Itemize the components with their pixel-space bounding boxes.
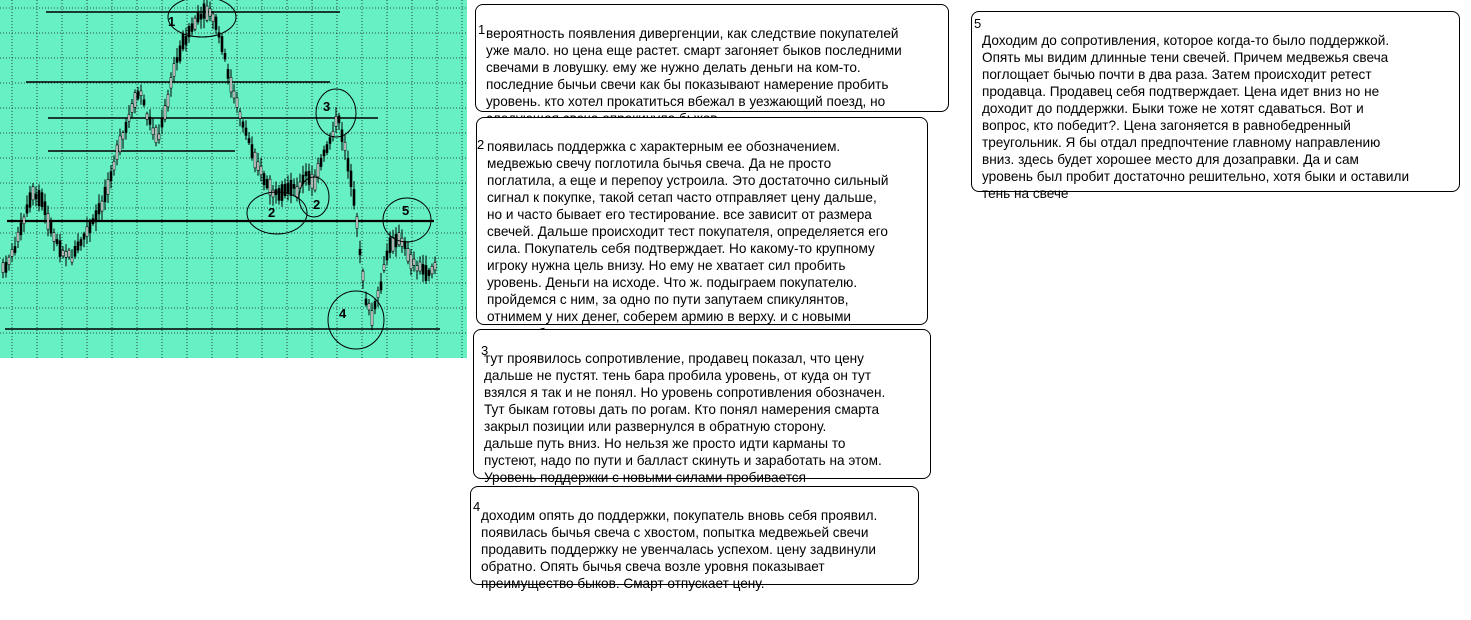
note-box-1 [475, 4, 949, 112]
candle-body [239, 112, 241, 119]
candle-body [278, 188, 280, 200]
candle-body [434, 262, 436, 269]
candle-body [29, 193, 31, 208]
note-box-2 [476, 117, 928, 325]
candle-body [380, 282, 382, 290]
chart-label-4: 4 [339, 306, 347, 321]
candle-body [47, 214, 49, 230]
candle-body [8, 257, 10, 264]
candle-body [89, 221, 91, 233]
candle-body [5, 262, 7, 272]
candle-body [56, 239, 58, 243]
candle-body [104, 187, 106, 202]
candle-body [371, 311, 373, 326]
candle-body [50, 222, 52, 233]
candle-body [134, 93, 136, 108]
candle-body [137, 92, 139, 99]
candle-body [266, 179, 268, 188]
candle-body [320, 158, 322, 167]
candle-body [287, 183, 289, 193]
candle-body [347, 158, 349, 171]
candle-body [296, 187, 298, 198]
note-text-1: вероятность появления дивергенции, как следствие покупателей уже мало. но цена еще растет. смарт загоняет быков последними свечами в ловушку. ему же нужно делать деньги на ком-то. последние бычьи свечи как бы показывают намерение пробить уровень. кто хотел прокатиться вбежал в уезжающий поезд, но [486, 26, 902, 109]
candle-body [212, 14, 214, 22]
candle-body [353, 189, 355, 205]
candle-body [158, 134, 160, 140]
note-number-2: 2 [477, 137, 485, 152]
candle-body [179, 46, 181, 61]
candle-body [221, 36, 223, 51]
candle-body [2, 263, 4, 273]
candle-body [17, 232, 19, 241]
candle-body [374, 301, 376, 309]
candle-body [98, 204, 100, 214]
candle-body [365, 299, 367, 305]
candle-body [251, 144, 253, 157]
candle-body [425, 265, 427, 280]
candle-body [413, 259, 415, 265]
candle-body [161, 119, 163, 127]
price-chart [0, 0, 467, 358]
candle-body [263, 174, 265, 185]
chart-label-3: 3 [323, 99, 331, 114]
candle-body [245, 128, 247, 135]
candle-body [293, 184, 295, 188]
candle-body [356, 217, 358, 229]
candle-body [335, 116, 337, 126]
candle-body [248, 138, 250, 142]
candle-body [53, 233, 55, 242]
candle-body [305, 172, 307, 176]
candle-body [392, 237, 394, 251]
candle-body [146, 114, 148, 120]
candle-body [317, 163, 319, 176]
candle-body [59, 241, 61, 257]
candle-body [110, 172, 112, 181]
candle-body [65, 251, 67, 257]
chart-label-1: 1 [168, 14, 176, 29]
candle-body [368, 303, 370, 309]
candle-body [182, 34, 184, 49]
candle-body [236, 98, 238, 108]
chart-label-2b: 2 [313, 197, 321, 212]
candle-body [38, 190, 40, 205]
candle-body [170, 77, 172, 88]
candle-body [140, 91, 142, 96]
candle-body [77, 242, 79, 250]
candle-body [428, 270, 430, 275]
note-number-3: 3 [481, 343, 489, 358]
candle-body [107, 179, 109, 194]
candle-body [386, 251, 388, 260]
candle-body [44, 202, 46, 215]
candle-body [344, 142, 346, 150]
candle-body [62, 250, 64, 256]
candle-body [149, 117, 151, 124]
candle-body [86, 227, 88, 236]
candle-body [332, 131, 334, 136]
candles [2, 0, 436, 330]
candle-body [329, 138, 331, 144]
candle-body [215, 17, 217, 29]
candle-body [284, 184, 286, 195]
candle-body [23, 217, 25, 224]
candle-body [14, 246, 16, 252]
chart-grid [0, 0, 467, 358]
candle-body [191, 24, 193, 32]
candle-body [131, 104, 133, 113]
note-number-4: 4 [473, 499, 481, 514]
candle-body [68, 250, 70, 257]
candle-body [272, 190, 274, 197]
candle-body [395, 234, 397, 247]
candle-body [254, 152, 256, 168]
candle-body [116, 145, 118, 160]
candle-body [323, 150, 325, 156]
candle-body [122, 133, 124, 139]
candle-body [206, 6, 208, 20]
note-text-4: доходим опять до поддержки, покупатель вновь себя проявил. появилась бычья свеча с хвостом, попытка медвежьей свечи продавить поддержку не увенчалась успехом. цену задвинули обратно. Опять бычья свеча возле уровня показывает преимущество быков. Смарт отпускает цену. [481, 508, 878, 591]
candle-body [233, 91, 235, 98]
candle-body [74, 246, 76, 256]
note-text-3: тут проявилось сопротивление, продавец показал, что цену дальше не пустят. тень бара пробила уровень, от куда он тут взялся я так и не понял. Но уровень сопротивления обозначен. Тут быкам готовы дать по рогам. Кто понял намерения смарта закрыл позиции или развернулся в обратную сторону. дальше путь вниз. Но нельзя же просто идти карманы то пустеют, надо по пути и балласт скинуть и заработать на этом. Уровень поддержки с новыми силами пробивается [484, 351, 886, 485]
candle-body [71, 258, 73, 262]
note-box-3 [473, 329, 931, 485]
candle-body [362, 271, 364, 281]
candle-body [359, 249, 361, 255]
note-box-5 [971, 11, 1460, 201]
candle-body [311, 174, 313, 188]
candle-body [350, 171, 352, 187]
candle-body [209, 9, 211, 17]
candle-body [35, 194, 37, 199]
level-lines [5, 12, 440, 329]
annotation-circle-2a [247, 192, 307, 234]
candle-body [185, 36, 187, 44]
candle-body [203, 4, 205, 18]
candle-body [257, 162, 259, 171]
candle-body [164, 106, 166, 119]
candle-body [383, 265, 385, 271]
candle-body [290, 180, 292, 195]
candle-body [125, 122, 127, 132]
candle-body [155, 127, 157, 142]
candle-body [101, 201, 103, 211]
candle-body [143, 100, 145, 105]
candle-body [80, 240, 82, 246]
note-number-1: 1 [478, 22, 486, 37]
candle-body [416, 266, 418, 271]
note-box-4 [470, 486, 919, 591]
candle-body [407, 249, 409, 262]
candlestick-chart-svg [0, 0, 467, 358]
candle-body [176, 57, 178, 62]
chart-label-5: 5 [402, 203, 410, 218]
candle-body [377, 290, 379, 297]
candle-body [95, 211, 97, 222]
candle-body [326, 145, 328, 153]
candle-body [92, 219, 94, 224]
candle-body [41, 193, 43, 207]
candle-body [119, 136, 121, 152]
candle-body [260, 166, 262, 175]
note-number-5: 5 [974, 16, 982, 31]
candle-body [113, 161, 115, 170]
candle-body [227, 69, 229, 78]
candle-body [410, 255, 412, 269]
candle-body [242, 122, 244, 127]
candle-body [200, 14, 202, 19]
candle-body [20, 223, 22, 235]
candle-body [152, 128, 154, 135]
annotation-circle-4 [328, 291, 384, 349]
candle-body [167, 94, 169, 107]
candle-body [230, 77, 232, 92]
note-text-5: Доходим до сопротивления, которое когда-то было поддержкой. Опять мы видим длинные тени свечей. Причем медвежья свеча поглощает бычью почти в два раза. Затем происходит ретест продавца. Продавец себя подтверждает. Цена идет вниз но не доходит до поддержки. Быки тоже не хотят сдаваться. Вот и вопрос, кто победит?. Цена загоняется в равнобедренный треугольник. Я бы отдал предпочтение главному направлению вниз. здесь будет хорошее место для дозаправки. Да и сам уровень был пробит достаточно решительно, хотя быки и оставили тень на свече [982, 33, 1410, 201]
candle-body [422, 264, 424, 274]
candle-body [26, 205, 28, 213]
candle-body [398, 233, 400, 245]
candle-body [389, 238, 391, 253]
candle-body [128, 114, 130, 121]
candle-body [401, 238, 403, 246]
candle-body [338, 116, 340, 123]
candle-body [32, 187, 34, 200]
candle-body [419, 262, 421, 271]
chart-label-2a: 2 [268, 205, 276, 220]
candle-body [83, 234, 85, 239]
note-text-2: появилась поддержка с характерным ее обозначением. медвежью свечу поглотила бычья свеча. Да не просто поглатила, а еще и перепоу устроила. Это достаточно сильный сигнал к покупке, такой сетап часто отправляет цену дальше, но и часто бывает его тестирование. все зависит от размера свечей. Дальше происходит тест покупателя, определяется его сила. Покупатель себя подтверждает. Но какому-то крупному игроку нужна цель внизу. Но ему не хватает сил пробить уровень. Деньги на исходе. Что ж. подыграем покупателю. пройдемся с ним, за одно по пути запутаем спикулянтов, отнимем у них денег, соберем армию в верху. и с новыми [487, 139, 889, 324]
candle-body [314, 176, 316, 190]
candle-body [197, 12, 199, 22]
candle-body [194, 18, 196, 29]
candle-body [11, 250, 13, 257]
candle-body [173, 64, 175, 77]
candle-body [224, 53, 226, 59]
candle-body [431, 266, 433, 274]
